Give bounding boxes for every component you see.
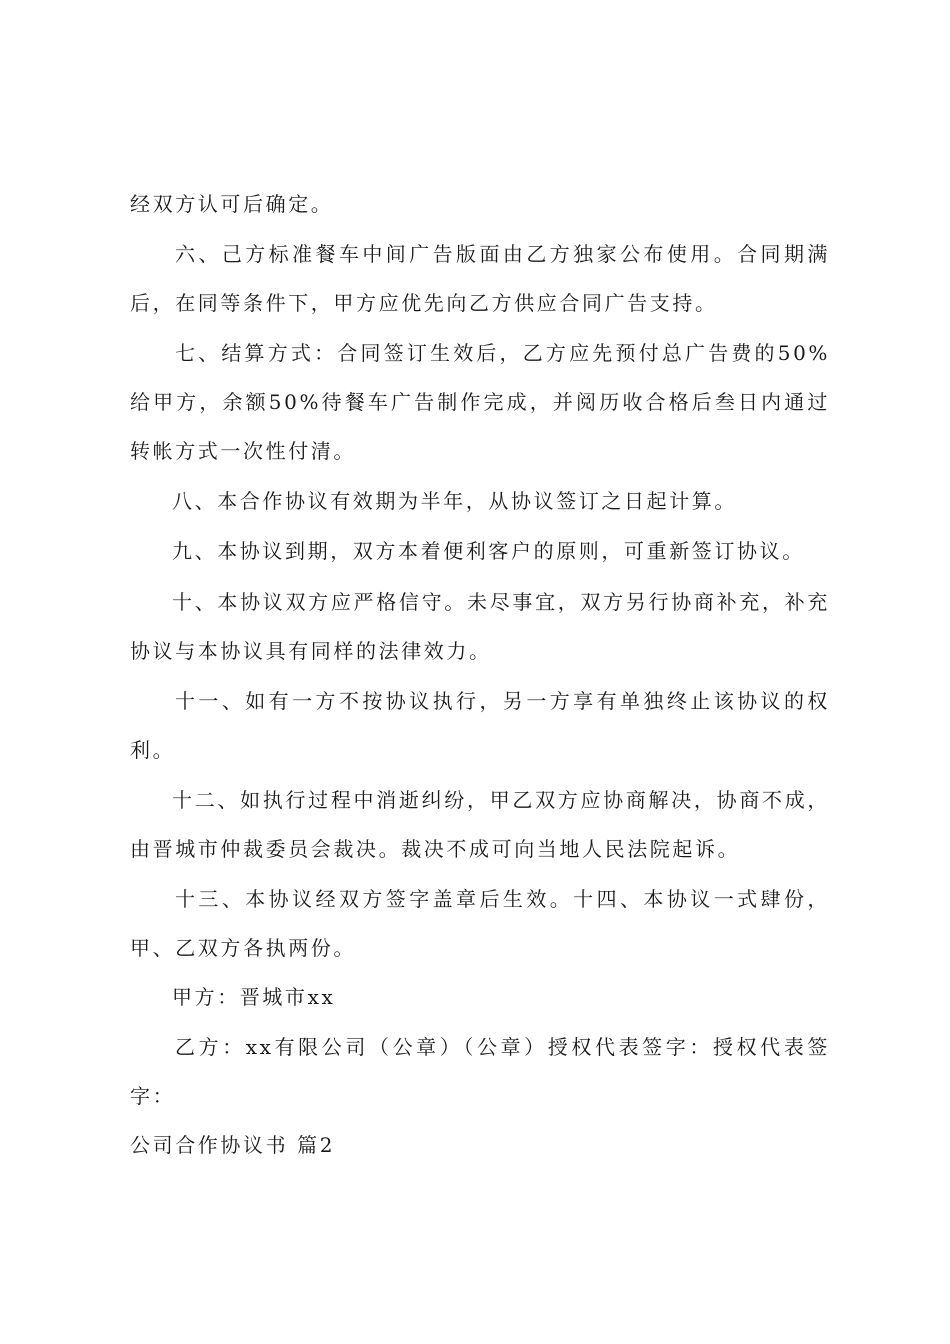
clause-12: 十二、如执行过程中消逝纠纷，甲乙双方应协商解决，协商不成，由晋城市仲裁委员会裁决。裁决不成可向当地人民法院起诉。: [130, 788, 830, 861]
party-b-line: 乙方：xx有限公司（公章）（公章）授权代表签字：授权代表签字：: [130, 1035, 830, 1108]
clause-8: 八、本合作协议有效期为半年，从协议签订之日起计算。: [172, 489, 737, 513]
paragraph-continuation: 经双方认可后确定。: [130, 192, 334, 216]
clause-11: 十一、如有一方不按协议执行，另一方享有单独终止该协议的权利。: [130, 689, 830, 762]
clause-10: 十、本协议双方应严格信守。未尽事宜，双方另行协商补充，补充协议与本协议具有同样的法律效力。: [130, 590, 830, 663]
clause-7: 七、结算方式：合同签订生效后，乙方应先预付总广告费的50%给甲方，余额50%待餐车广告制作完成，并阅历收合格后叁日内通过转帐方式一次性付清。: [130, 341, 830, 463]
section-heading: 公司合作协议书 篇2: [130, 1133, 336, 1157]
clause-13-14: 十三、本协议经双方签字盖章后生效。十四、本协议一式肆份，甲、乙双方各执两份。: [130, 887, 830, 960]
party-a-line: 甲方：晋城市xx: [172, 985, 336, 1009]
clause-6: 六、己方标准餐车中间广告版面由乙方独家公布使用。合同期满后，在同等条件下，甲方应优先向乙方供应合同广告支持。: [130, 242, 830, 315]
clause-9: 九、本协议到期，双方本着便利客户的原则，可重新签订协议。: [172, 539, 805, 563]
